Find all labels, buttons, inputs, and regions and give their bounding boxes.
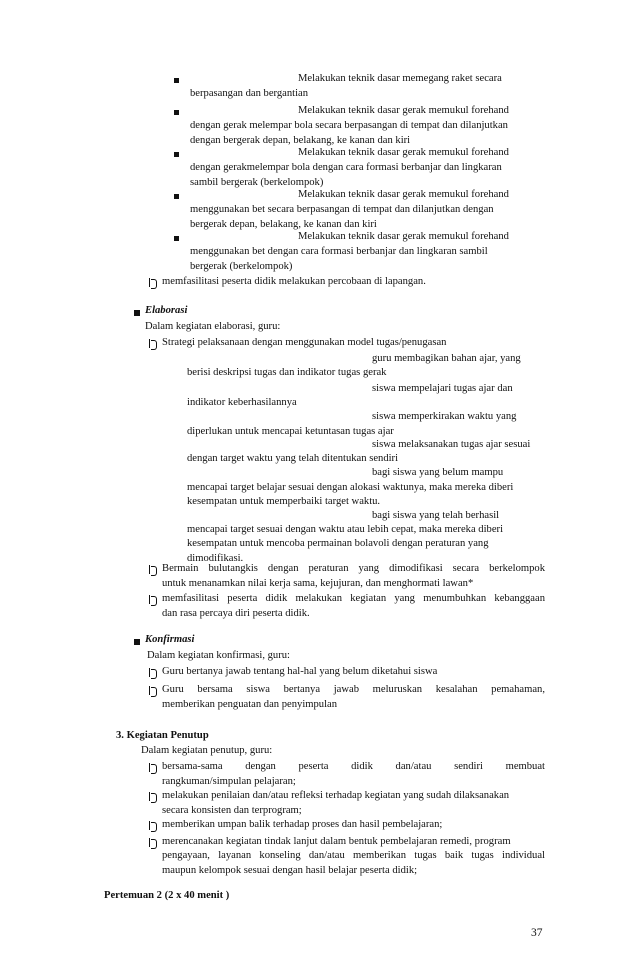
- sub-item-line: dimodifikasi.: [187, 553, 244, 564]
- sub-item-line: siswa memperkirakan waktu yang: [372, 411, 517, 422]
- fasilitasi-text: memfasilitasi peserta didik melakukan percobaan di lapangan.: [162, 276, 426, 287]
- hand-bullet-icon: [148, 791, 157, 802]
- fasilitasi-line: memfasilitasi peserta didik melakukan kegiatan yang menumbuhkan kebanggaan: [162, 593, 545, 604]
- list-item-line: menggunakan bet dengan cara formasi berbanjar dan lingkaran sambil: [190, 246, 488, 257]
- hand-bullet-icon: [148, 667, 157, 678]
- list-item-line: bergerak (berkelompok): [190, 261, 293, 272]
- hand-bullet-icon: [148, 277, 157, 288]
- square-bullet-icon: [134, 310, 140, 316]
- penutup-item: memberikan umpan balik terhadap proses dan hasil pembelajaran;: [162, 819, 443, 830]
- konfirmasi-item: Guru bertanya jawab tentang hal-hal yang belum diketahui siswa: [162, 666, 438, 677]
- pertemuan-heading: Pertemuan 2 (2 x 40 menit ): [104, 890, 230, 901]
- list-item-line: Melakukan teknik dasar gerak memukul forehand: [298, 231, 509, 242]
- list-item-line: bergerak depan, belakang, ke kanan dan kiri: [190, 219, 377, 230]
- square-bullet-icon: [134, 639, 140, 645]
- hand-bullet-icon: [148, 837, 157, 848]
- penutup-item: maupun kelompok sesuai dengan hasil belajar peserta didik;: [162, 865, 418, 876]
- hand-bullet-icon: [148, 685, 157, 696]
- hand-bullet-icon: [148, 564, 157, 575]
- list-item-line: Melakukan teknik dasar gerak memukul forehand: [298, 105, 509, 116]
- konfirmasi-title: Konfirmasi: [145, 634, 195, 645]
- list-item-line: Melakukan teknik dasar memegang raket secara: [298, 73, 502, 84]
- hand-bullet-icon: [148, 338, 157, 349]
- sub-item-line: mencapai target belajar sesuai dengan alokasi waktunya, maka mereka diberi: [187, 482, 514, 493]
- square-bullet-icon: [174, 236, 179, 241]
- hand-bullet-icon: [148, 594, 157, 605]
- list-item-line: Melakukan teknik dasar gerak memukul forehand: [298, 189, 509, 200]
- square-bullet-icon: [174, 78, 179, 83]
- elaborasi-title: Elaborasi: [145, 305, 188, 316]
- square-bullet-icon: [174, 152, 179, 157]
- hand-bullet-icon: [148, 762, 157, 773]
- page-number: 37: [531, 927, 543, 939]
- square-bullet-icon: [174, 194, 179, 199]
- square-bullet-icon: [174, 110, 179, 115]
- sub-item-line: guru membagikan bahan ajar, yang: [372, 353, 521, 364]
- penutup-item: melakukan penilaian dan/atau refleksi terhadap kegiatan yang sudah dilaksanakan: [162, 790, 510, 801]
- list-item-line: dengan gerak melempar bola secara berpasangan di tempat dan dilanjutkan: [190, 120, 508, 131]
- list-item-line: berpasangan dan bergantian: [190, 88, 309, 99]
- penutup-item: bersama-sama dengan peserta didik dan/atau sendiri membuat: [162, 761, 545, 772]
- sub-item-line: siswa mempelajari tugas ajar dan: [372, 383, 513, 394]
- sub-item-line: berisi deskripsi tugas dan indikator tugas gerak: [187, 367, 387, 378]
- penutup-item: merencanakan kegiatan tindak lanjut dalam bentuk pembelajaran remedi, program: [162, 836, 511, 847]
- bermain-line: untuk menanamkan nilai kerja sama, kejujuran, dan menghormati lawan*: [162, 578, 474, 589]
- sub-item-line: mencapai target sesuai dengan waktu atau lebih cepat, maka mereka diberi: [187, 524, 504, 535]
- hand-bullet-icon: [148, 820, 157, 831]
- sub-item-line: dengan target waktu yang telah ditentukan sendiri: [187, 453, 399, 464]
- fasilitasi-line: dan rasa percaya diri peserta didik.: [162, 608, 310, 619]
- list-item-line: menggunakan bet secara berpasangan di tempat dan dilanjutkan dengan: [190, 204, 494, 215]
- list-item-line: dengan gerakmelempar bola dengan cara formasi berbanjar dan lingkaran: [190, 162, 502, 173]
- sub-item-line: diperlukan untuk mencapai ketuntasan tugas ajar: [187, 426, 394, 437]
- list-item-line: sambil bergerak (berkelompok): [190, 177, 324, 188]
- penutup-title: 3. Kegiatan Penutup: [116, 730, 209, 741]
- penutup-item: secara konsisten dan terprogram;: [162, 805, 302, 816]
- sub-item-line: kesempatan untuk mencoba permainan bolavoli dengan peraturan yang: [187, 538, 489, 549]
- sub-item-line: bagi siswa yang telah berhasil: [372, 510, 500, 521]
- sub-item-line: kesempatan untuk memperbaiki target waktu.: [187, 496, 381, 507]
- list-item-line: dengan bergerak depan, belakang, ke kanan dan kiri: [190, 135, 411, 146]
- list-item-line: Melakukan teknik dasar gerak memukul forehand: [298, 147, 509, 158]
- konfirmasi-intro: Dalam kegiatan konfirmasi, guru:: [147, 650, 290, 661]
- sub-item-line: indikator keberhasilannya: [187, 397, 297, 408]
- penutup-intro: Dalam kegiatan penutup, guru:: [141, 745, 273, 756]
- penutup-item: rangkuman/simpulan pelajaran;: [162, 776, 296, 787]
- elaborasi-intro: Dalam kegiatan elaborasi, guru:: [145, 321, 281, 332]
- sub-item-line: bagi siswa yang belum mampu: [372, 467, 504, 478]
- konfirmasi-item: Guru bersama siswa bertanya jawab meluruskan kesalahan pemahaman,: [162, 684, 545, 695]
- penutup-item: pengayaan, layanan konseling dan/atau memberikan tugas baik tugas individual: [162, 850, 545, 861]
- sub-item-line: siswa melaksanakan tugas ajar sesuai: [372, 439, 531, 450]
- konfirmasi-item: memberikan penguatan dan penyimpulan: [162, 699, 338, 710]
- bermain-line: Bermain bulutangkis dengan peraturan yang dimodifikasi secara berkelompok: [162, 563, 545, 574]
- strategi-text: Strategi pelaksanaan dengan menggunakan model tugas/penugasan: [162, 337, 447, 348]
